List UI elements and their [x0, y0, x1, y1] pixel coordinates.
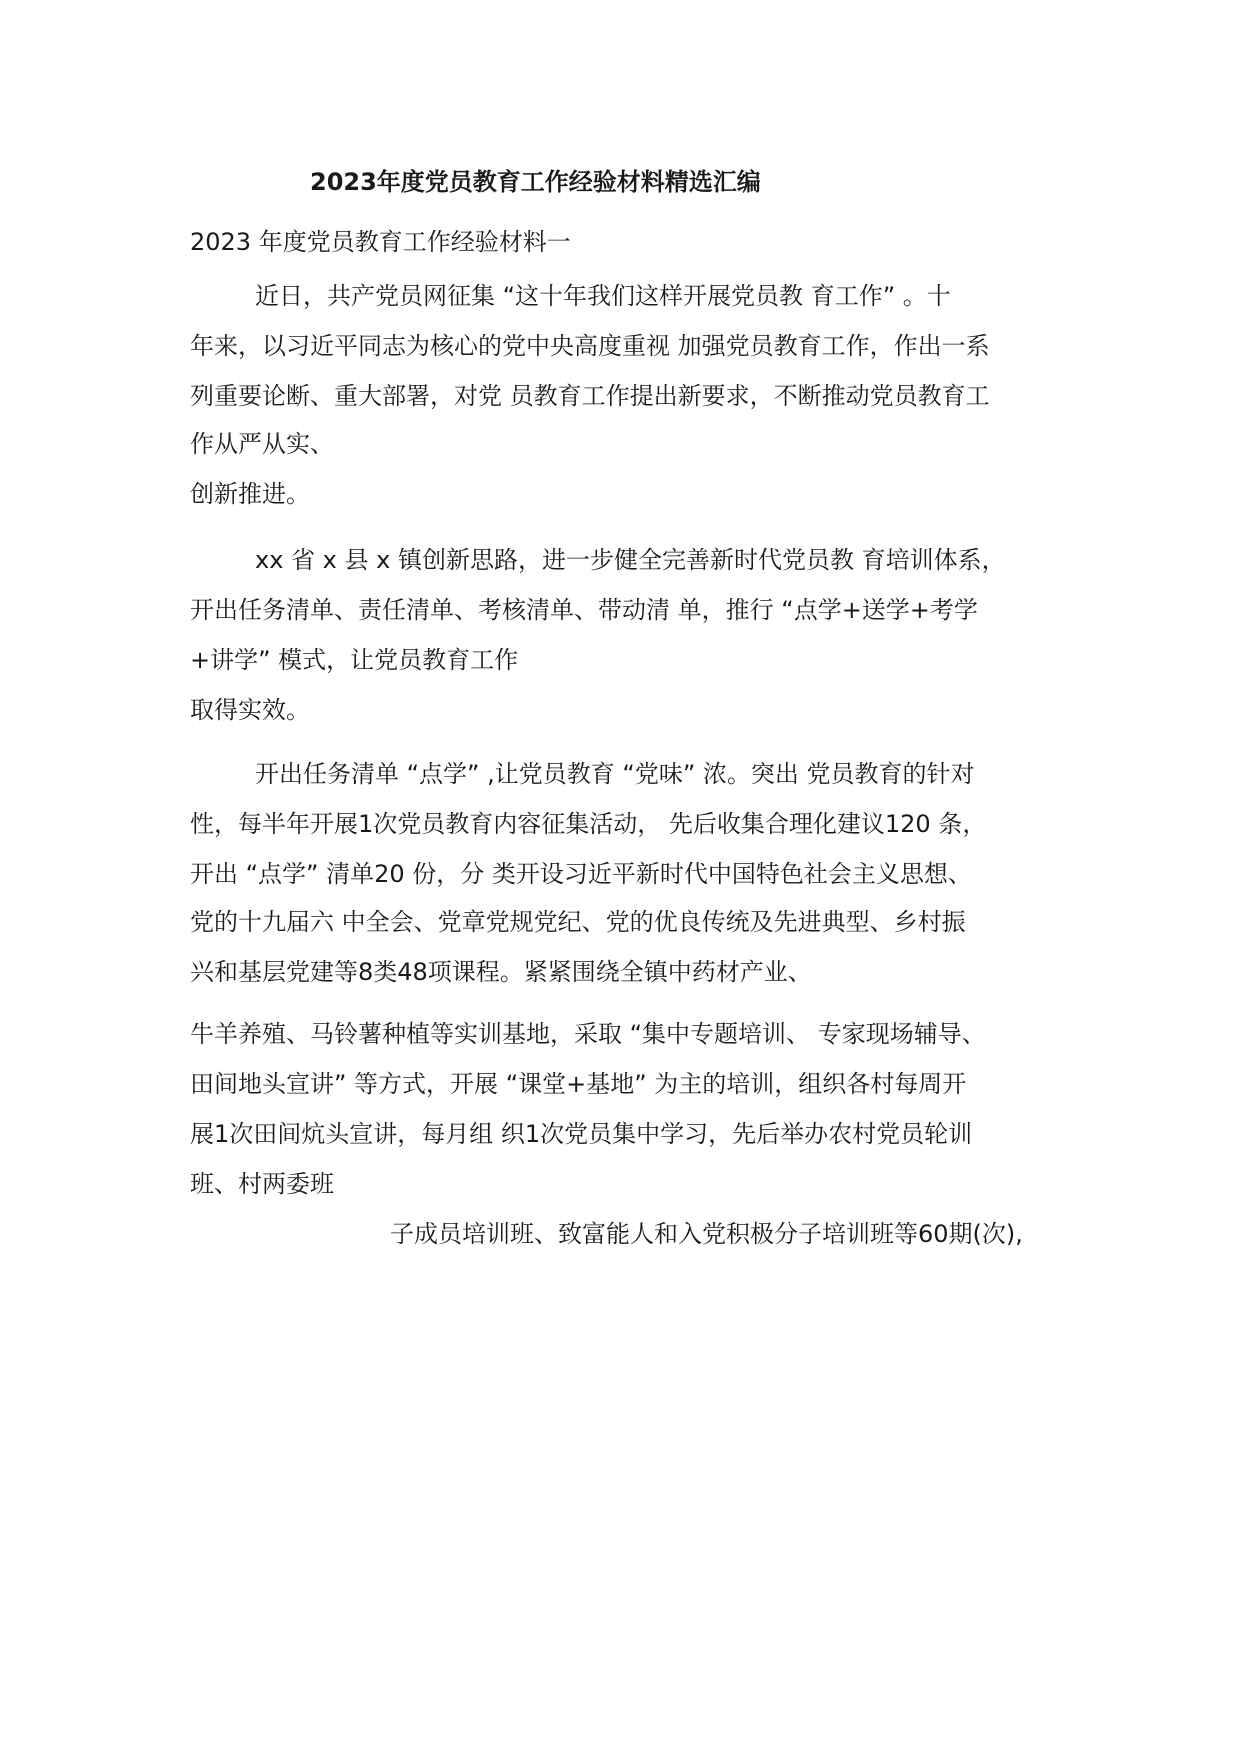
- paragraph-line: 子成员培训班、致富能人和入党积极分子培训班等60期(次),: [390, 1220, 1023, 1248]
- paragraph-line: 班、村两委班: [190, 1170, 334, 1198]
- document-title: 2023年度党员教育工作经验材料精选汇编: [310, 168, 761, 196]
- paragraph-line: xx 省 x 县 x 镇创新思路，进一步健全完善新时代党员教 育培训体系，: [255, 546, 1006, 574]
- paragraph-line: 创新推进。: [190, 480, 310, 508]
- paragraph-line: 兴和基层党建等8类48项课程。紧紧围绕全镇中药材产业、: [190, 958, 812, 986]
- document-subtitle: 2023 年度党员教育工作经验材料一: [190, 228, 571, 256]
- paragraph-line: 年来，以习近平同志为核心的党中央高度重视 加强党员教育工作，作出一系: [190, 332, 990, 360]
- paragraph-line: 田间地头宣讲” 等方式，开展 “课堂+基地” 为主的培训，组织各村每周开: [190, 1070, 967, 1098]
- paragraph-line: 性，每半年开展1次党员教育内容征集活动， 先后收集合理化建议120 条，: [190, 810, 987, 838]
- paragraph-line: 开出 “点学” 清单20 份，分 类开设习近平新时代中国特色社会主义思想、: [190, 860, 972, 888]
- paragraph-line: 取得实效。: [190, 696, 310, 724]
- paragraph-line: 开出任务清单 “点学” ,让党员教育 “党味” 浓。突出 党员教育的针对: [255, 760, 975, 788]
- paragraph-line: 近日，共产党员网征集 “这十年我们这样开展党员教 育工作” 。十: [255, 282, 951, 310]
- paragraph-line: +讲学” 模式，让党员教育工作: [190, 646, 519, 674]
- paragraph-line: 党的十九届六 中全会、党章党规党纪、党的优良传统及先进典型、乡村振: [190, 908, 966, 936]
- paragraph-line: 开出任务清单、责任清单、考核清单、带动清 单，推行 “点学+送学+考学: [190, 596, 978, 624]
- paragraph-line: 展1次田间炕头宣讲，每月组 织1次党员集中学习，先后举办农村党员轮训: [190, 1120, 973, 1148]
- paragraph-line: 列重要论断、重大部署，对党 员教育工作提出新要求，不断推动党员教育工: [190, 382, 990, 410]
- paragraph-line: 牛羊养殖、马铃薯种植等实训基地，采取 “集中专题培训、 专家现场辅导、: [190, 1020, 986, 1048]
- paragraph-line: 作从严从实、: [190, 430, 334, 458]
